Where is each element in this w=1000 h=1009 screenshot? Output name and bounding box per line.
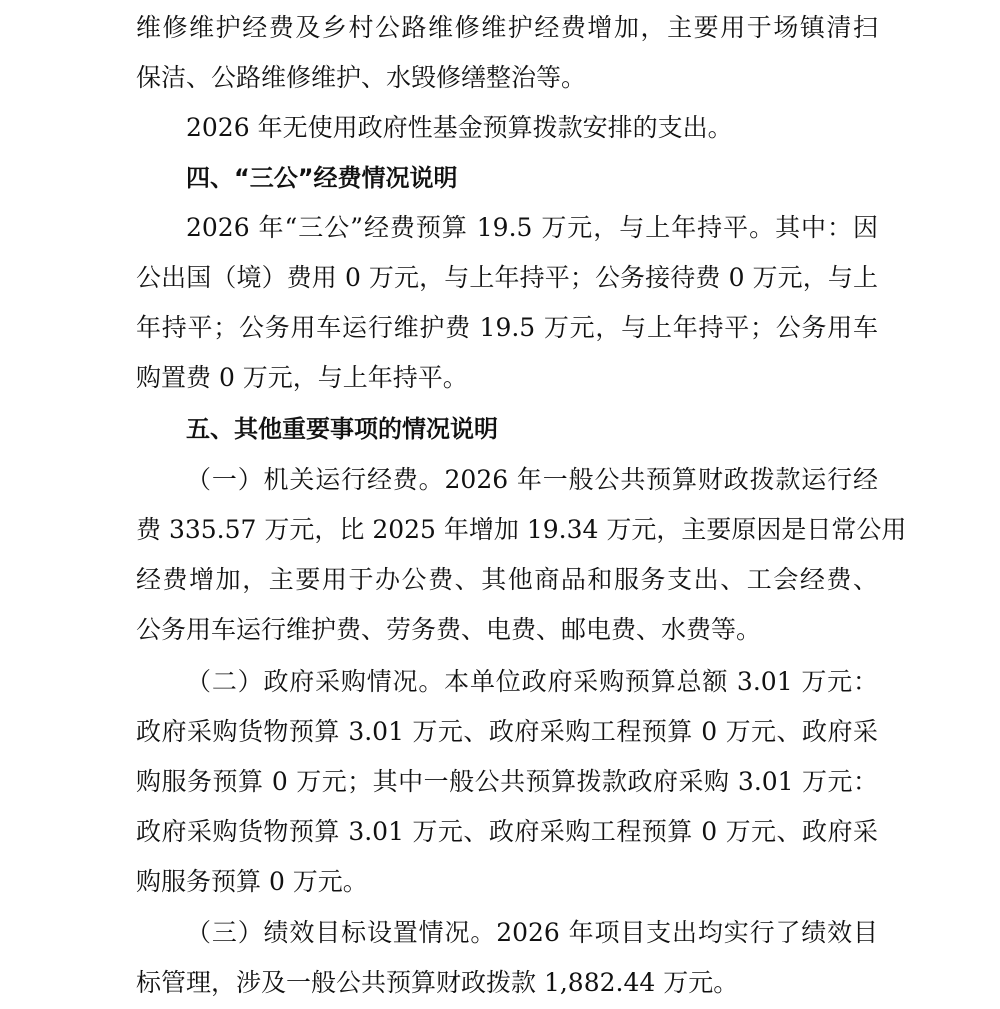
paragraph-line: 购服务预算 0 万元；其中一般公共预算拨款政府采购 3.01 万元：: [136, 767, 878, 796]
paragraph-line: 购置费 0 万元，与上年持平。: [136, 363, 468, 392]
paragraph-line: 保洁、公路维修维护、水毁修缮整治等。: [136, 63, 587, 92]
paragraph-line: 2026 年“三公”经费预算 19.5 万元，与上年持平。其中：因: [186, 213, 878, 242]
section-heading: 五、其他重要事项的情况说明: [186, 415, 498, 443]
paragraph-line: （三）绩效目标设置情况。2026 年项目支出均实行了绩效目: [186, 918, 878, 947]
paragraph-line: 年持平；公务用车运行维护费 19.5 万元，与上年持平；公务用车: [136, 313, 878, 342]
paragraph-line: 公务用车运行维护费、劳务费、电费、邮电费、水费等。: [136, 615, 762, 644]
paragraph-line: 标管理，涉及一般公共预算财政拨款 1,882.44 万元。: [136, 968, 739, 997]
paragraph-line: 公出国（境）费用 0 万元，与上年持平；公务接待费 0 万元，与上: [136, 263, 878, 292]
paragraph-line: 政府采购货物预算 3.01 万元、政府采购工程预算 0 万元、政府采: [136, 817, 878, 846]
paragraph-line: 政府采购货物预算 3.01 万元、政府采购工程预算 0 万元、政府采: [136, 717, 878, 746]
paragraph-line: 费 335.57 万元，比 2025 年增加 19.34 万元，主要原因是日常公用: [136, 515, 907, 544]
paragraph-line: （一）机关运行经费。2026 年一般公共预算财政拨款运行经: [186, 465, 878, 494]
section-heading: 四、“三公”经费情况说明: [186, 164, 458, 192]
paragraph-line: 购服务预算 0 万元。: [136, 867, 368, 896]
paragraph-line: 维修维护经费及乡村公路维修维护经费增加，主要用于场镇清扫: [136, 13, 878, 42]
paragraph-line: 2026 年无使用政府性基金预算拨款安排的支出。: [186, 113, 733, 142]
paragraph-line: （二）政府采购情况。本单位政府采购预算总额 3.01 万元：: [186, 667, 878, 696]
paragraph-line: 经费增加，主要用于办公费、其他商品和服务支出、工会经费、: [136, 565, 878, 594]
